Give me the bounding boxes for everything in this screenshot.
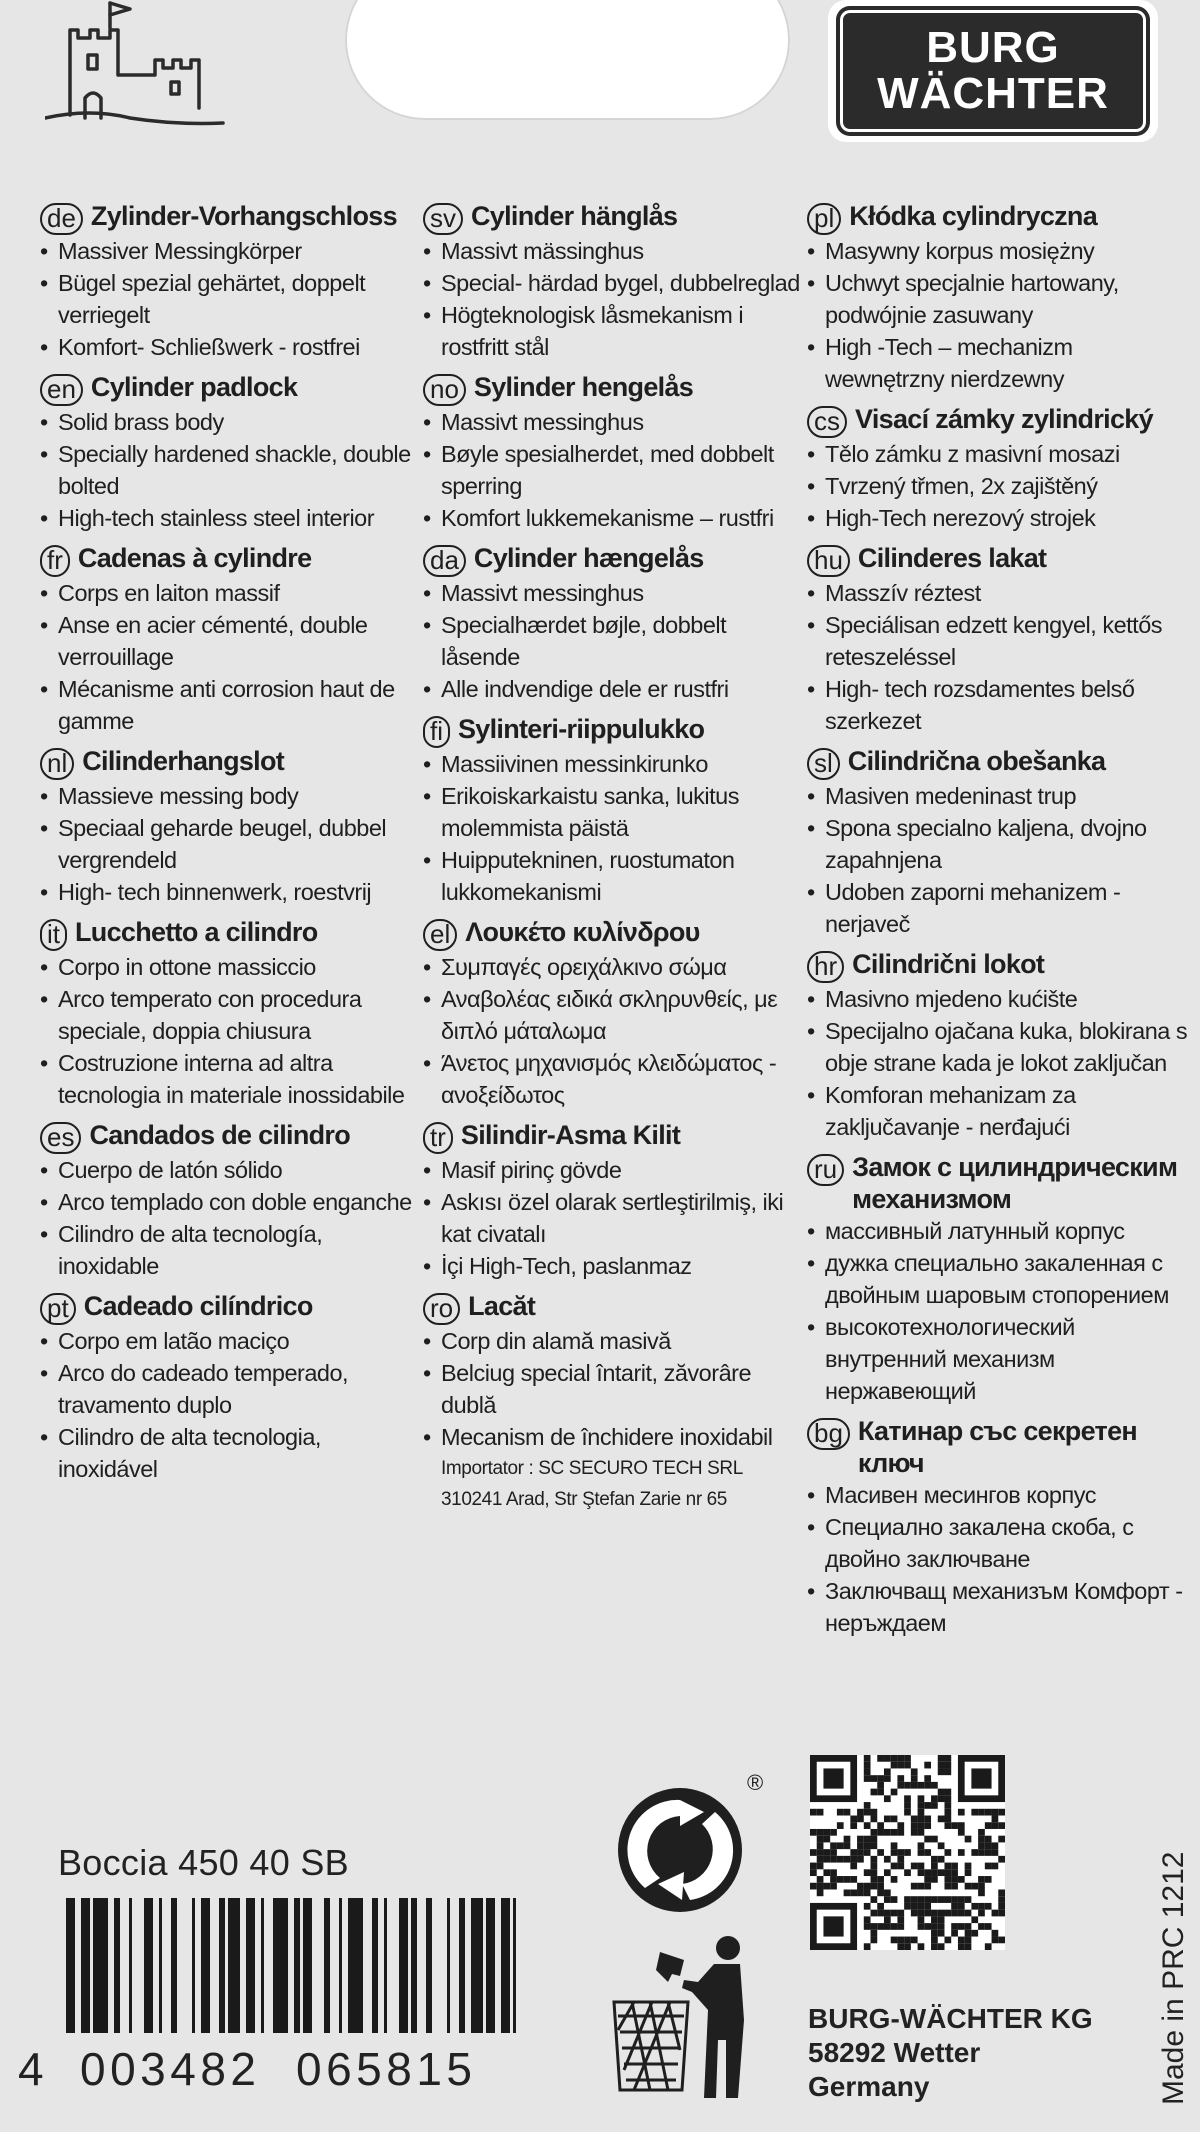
language-code-badge: da: [423, 545, 466, 577]
language-title: Silindir-Asma Kilit: [460, 1120, 681, 1150]
feature-item: • İçi High-Tech, paslanmaz: [423, 1250, 803, 1282]
feature-list: [807, 1479, 1197, 1639]
feature-list: [423, 1154, 803, 1282]
trash-bin-icon: [610, 1930, 770, 2100]
feature-item: • Masiven medeninast trup: [807, 780, 1197, 812]
feature-item: • Masszív réztest: [807, 577, 1197, 609]
language-title: Замок с цилиндрическим механизмом: [852, 1152, 1178, 1214]
language-code-badge: fr: [40, 545, 70, 577]
feature-item: • Άνετος μηχανισμός κλειδώματος - ανοξείδωτος: [423, 1047, 803, 1111]
language-code-badge: sv: [423, 203, 463, 235]
language-heading: [807, 1151, 1197, 1215]
feature-list: [40, 1325, 420, 1485]
feature-list: [40, 577, 420, 737]
language-heading: [423, 200, 803, 235]
castle-icon: [45, 0, 225, 145]
language-title: Λουκέτο κυλίνδρου: [465, 917, 700, 947]
company-country: Germany: [808, 2071, 930, 2102]
hang-hole: [345, 0, 790, 120]
language-code-badge: tr: [423, 1122, 453, 1154]
language-heading: [423, 371, 803, 406]
feature-item: • Huipputekninen, ruostumaton lukkomekanismi: [423, 844, 803, 908]
language-block-sl: [807, 745, 1197, 940]
language-title: Cilinderes lakat: [857, 543, 1047, 573]
ean-group-2: 065815: [296, 2043, 477, 2095]
language-code-badge: bg: [807, 1418, 850, 1450]
language-block-fr: [40, 542, 420, 737]
feature-item: • Specialhærdet bøjle, dobbelt låsende: [423, 609, 803, 673]
importer-line: 310241 Arad, Str Ştefan Zarie nr 65: [441, 1489, 727, 1510]
made-in-label: Made in PRC 1212: [1157, 1851, 1190, 2105]
language-code-badge: pt: [40, 1293, 76, 1325]
feature-item: • Masywny korpus mosiężny: [807, 235, 1197, 267]
language-block-ru: [807, 1151, 1197, 1407]
feature-list: [807, 438, 1197, 534]
language-title: Visací zámky zylindrický: [855, 404, 1153, 434]
company-name: BURG-WÄCHTER KG: [808, 2003, 1093, 2034]
feature-item: • Corps en laiton massif: [40, 577, 420, 609]
language-code-badge: cs: [807, 406, 847, 438]
language-title: Candados de cilindro: [89, 1120, 351, 1150]
feature-item: • Masif pirinç gövde: [423, 1154, 803, 1186]
feature-item: • Αναβολέας ειδικά σκληρυνθείς, με διπλό μάταλωμα: [423, 983, 803, 1047]
company-address: [808, 2002, 1093, 2104]
feature-item: • Spona specialno kaljena, dvojno zapahnjena: [807, 812, 1197, 876]
feature-item: • Arco templado con doble enganche: [40, 1186, 420, 1218]
feature-item: • Mecanism de închidere inoxidabil: [423, 1421, 803, 1453]
feature-list: [40, 235, 420, 363]
feature-list: [807, 780, 1197, 940]
language-block-de: [40, 200, 420, 363]
language-block-it: [40, 916, 420, 1111]
language-title: Sylinder hengelås: [473, 372, 694, 402]
language-heading: [40, 200, 420, 235]
language-block-pt: [40, 1290, 420, 1485]
feature-list: [807, 577, 1197, 737]
language-title: Cylinder hänglås: [471, 201, 678, 231]
feature-item: • Cuerpo de latón sólido: [40, 1154, 420, 1186]
language-code-badge: ro: [423, 1293, 460, 1325]
feature-item: • Massiver Messingkörper: [40, 235, 420, 267]
language-heading: [423, 542, 803, 577]
language-title: Kłódka cylindryczna: [849, 201, 1098, 231]
feature-item: • Special- härdad bygel, dubbelreglad: [423, 267, 803, 299]
language-heading: [807, 200, 1197, 235]
language-code-badge: it: [40, 919, 67, 951]
language-block-ro: [423, 1290, 803, 1515]
language-block-pl: [807, 200, 1197, 395]
language-title: Zylinder-Vorhangschloss: [90, 201, 397, 231]
language-heading: [423, 916, 803, 951]
feature-item: • Tělo zámku z masivní mosazi: [807, 438, 1197, 470]
language-heading: [807, 403, 1197, 438]
language-block-nl: [40, 745, 420, 908]
feature-item: • Specially hardened shackle, double bolted: [40, 438, 420, 502]
product-name: Boccia 450 40 SB: [58, 1842, 349, 1883]
language-code-badge: de: [40, 203, 83, 235]
feature-item: • Högteknologisk låsmekanism i rostfritt stål: [423, 299, 803, 363]
feature-item: • Bügel spezial gehärtet, doppelt verriegelt: [40, 267, 420, 331]
feature-list: [807, 983, 1197, 1143]
feature-list: [423, 235, 803, 363]
feature-item: • Cilindro de alta tecnología, inoxidable: [40, 1218, 420, 1282]
language-heading: [807, 948, 1197, 983]
feature-item: • Massivt messinghus: [423, 406, 803, 438]
feature-item: • Askısı özel olarak sertleştirilmiş, iki kat civatalı: [423, 1186, 803, 1250]
feature-item: • Belciug special întarit, zăvorâre dublă: [423, 1357, 803, 1421]
language-block-da: [423, 542, 803, 705]
language-heading: [807, 745, 1197, 780]
language-heading: [423, 713, 803, 748]
language-block-tr: [423, 1119, 803, 1282]
language-title: Cylinder hængelås: [473, 543, 704, 573]
feature-item: • Speciálisan edzett kengyel, kettős reteszeléssel: [807, 609, 1197, 673]
feature-item: • High-Tech nerezový strojek: [807, 502, 1197, 534]
language-title: Катинар със секретен ключ: [857, 1416, 1137, 1478]
language-code-badge: ru: [807, 1154, 844, 1186]
feature-item: • Alle indvendige dele er rustfri: [423, 673, 803, 705]
feature-item: • Масивен месингов корпус: [807, 1479, 1197, 1511]
language-block-no: [423, 371, 803, 534]
feature-item: • Cilindro de alta tecnologia, inoxidável: [40, 1421, 420, 1485]
language-code-badge: pl: [807, 203, 841, 235]
feature-list: [40, 1154, 420, 1282]
feature-item: • Tvrzený třmen, 2x zajištěný: [807, 470, 1197, 502]
feature-item: • Massivt messinghus: [423, 577, 803, 609]
feature-item: • Erikoiskarkaistu sanka, lukitus molemmista päistä: [423, 780, 803, 844]
language-block-hu: [807, 542, 1197, 737]
language-heading: [40, 1119, 420, 1154]
feature-item: • Заключващ механизъм Комфорт - неръждаем: [807, 1575, 1197, 1639]
language-block-cs: [807, 403, 1197, 534]
feature-item: • массивный латунный корпус: [807, 1215, 1197, 1247]
language-code-badge: sl: [807, 748, 840, 780]
burg-waechter-logo: [828, 0, 1158, 142]
feature-item: • High- tech rozsdamentes belső szerkezet: [807, 673, 1197, 737]
feature-item: • Massiivinen messinkirunko: [423, 748, 803, 780]
feature-item: • High- tech binnenwerk, roestvrij: [40, 876, 420, 908]
language-heading: [40, 916, 420, 951]
language-heading: [40, 745, 420, 780]
language-title: Cilindrični lokot: [852, 949, 1045, 979]
feature-item: • Komfort- Schließwerk - rostfrei: [40, 331, 420, 363]
feature-item: • Massieve messing body: [40, 780, 420, 812]
feature-item: • Komforan mehanizam za zaključavanje - nerđajući: [807, 1079, 1197, 1143]
language-block-hr: [807, 948, 1197, 1143]
language-block-sv: [423, 200, 803, 363]
logo-line-2: WÄCHTER: [877, 69, 1109, 118]
language-block-fi: [423, 713, 803, 908]
feature-list: [423, 748, 803, 908]
feature-item: • Corpo em latão maciço: [40, 1325, 420, 1357]
feature-item: • Solid brass body: [40, 406, 420, 438]
company-city: 58292 Wetter: [808, 2037, 981, 2068]
language-code-badge: hu: [807, 545, 850, 577]
language-block-el: [423, 916, 803, 1111]
importer-line: Importator : SC SECURO TECH SRL: [441, 1458, 743, 1479]
feature-item: • Corp din alamă masivă: [423, 1325, 803, 1357]
feature-list: [423, 577, 803, 705]
feature-item: • High -Tech – mechanizm wewnętrzny nierdzewny: [807, 331, 1197, 395]
ean-barcode: [66, 1898, 516, 2033]
language-title: Cylinder padlock: [90, 372, 298, 402]
feature-list: [423, 951, 803, 1111]
language-code-badge: fi: [423, 716, 450, 748]
language-heading: [807, 542, 1197, 577]
feature-item: • Anse en acier cémenté, double verrouillage: [40, 609, 420, 673]
language-code-badge: nl: [40, 748, 74, 780]
language-title: Cadenas à cylindre: [77, 543, 312, 573]
feature-item: • Komfort lukkemekanisme – rustfri: [423, 502, 803, 534]
language-column-2: [423, 200, 803, 1523]
ean-first-digit: 4: [18, 2043, 49, 2095]
language-code-badge: no: [423, 374, 466, 406]
feature-item: • Arco temperato con procedura speciale, doppia chiusura: [40, 983, 420, 1047]
registered-mark: ®: [747, 1770, 764, 1795]
feature-list: [807, 1215, 1197, 1407]
language-heading: [423, 1119, 803, 1154]
feature-item: • Συμπαγές ορειχάλκινο σώμα: [423, 951, 803, 983]
feature-item: • Corpo in ottone massiccio: [40, 951, 420, 983]
language-title: Cilinderhangslot: [82, 746, 285, 776]
feature-item: • Bøyle spesialherdet, med dobbelt sperring: [423, 438, 803, 502]
feature-list: [423, 406, 803, 534]
feature-item: • дужка специально закаленная с двойным шаровым стопорением: [807, 1247, 1197, 1311]
language-code-badge: hr: [807, 951, 844, 983]
language-block-bg: [807, 1415, 1197, 1639]
language-code-badge: es: [40, 1122, 81, 1154]
language-column-3: [807, 200, 1197, 1647]
language-code-badge: el: [423, 919, 457, 951]
feature-item: • Masivno mjedeno kućište: [807, 983, 1197, 1015]
feature-item: • Специално закалена скоба, с двойно заключване: [807, 1511, 1197, 1575]
logo-line-1: BURG: [926, 23, 1060, 72]
feature-item: • высокотехнологический внутренний механизм нержавеющий: [807, 1311, 1197, 1407]
language-heading: [40, 371, 420, 406]
feature-item: • Arco do cadeado temperado, travamento duplo: [40, 1357, 420, 1421]
feature-item: • Speciaal geharde beugel, dubbel vergrendeld: [40, 812, 420, 876]
language-block-en: [40, 371, 420, 534]
language-title: Cadeado cilíndrico: [83, 1291, 313, 1321]
feature-list: [423, 1325, 803, 1453]
ean-group-1: 003482: [80, 2043, 261, 2095]
language-title: Cilindrična obešanka: [847, 746, 1106, 776]
language-heading: [807, 1415, 1197, 1479]
feature-item: • Mécanisme anti corrosion haut de gamme: [40, 673, 420, 737]
feature-list: [40, 780, 420, 908]
language-heading: [40, 1290, 420, 1325]
language-heading: [40, 542, 420, 577]
language-code-badge: en: [40, 374, 83, 406]
feature-item: • Massivt mässinghus: [423, 235, 803, 267]
qr-code: [810, 1755, 1005, 1950]
feature-item: • High-tech stainless steel interior: [40, 502, 420, 534]
language-column-1: [40, 200, 420, 1493]
feature-item: • Udoben zaporni mehanizem - nerjaveč: [807, 876, 1197, 940]
feature-list: [807, 235, 1197, 395]
language-heading: [423, 1290, 803, 1325]
feature-item: • Specijalno ojačana kuka, blokirana s obje strane kada je lokot zaključan: [807, 1015, 1197, 1079]
language-title: Lucchetto a cilindro: [75, 917, 318, 947]
language-title: Sylinteri-riippulukko: [458, 714, 705, 744]
feature-list: [40, 406, 420, 534]
language-block-es: [40, 1119, 420, 1282]
feature-item: • Uchwyt specjalnie hartowany, podwójnie zasuwany: [807, 267, 1197, 331]
feature-item: • Costruzione interna ad altra tecnologia in materiale inossidabile: [40, 1047, 420, 1111]
language-title: Lacăt: [468, 1291, 536, 1321]
green-dot-recycling-icon: [610, 1760, 770, 1920]
feature-list: [40, 951, 420, 1111]
